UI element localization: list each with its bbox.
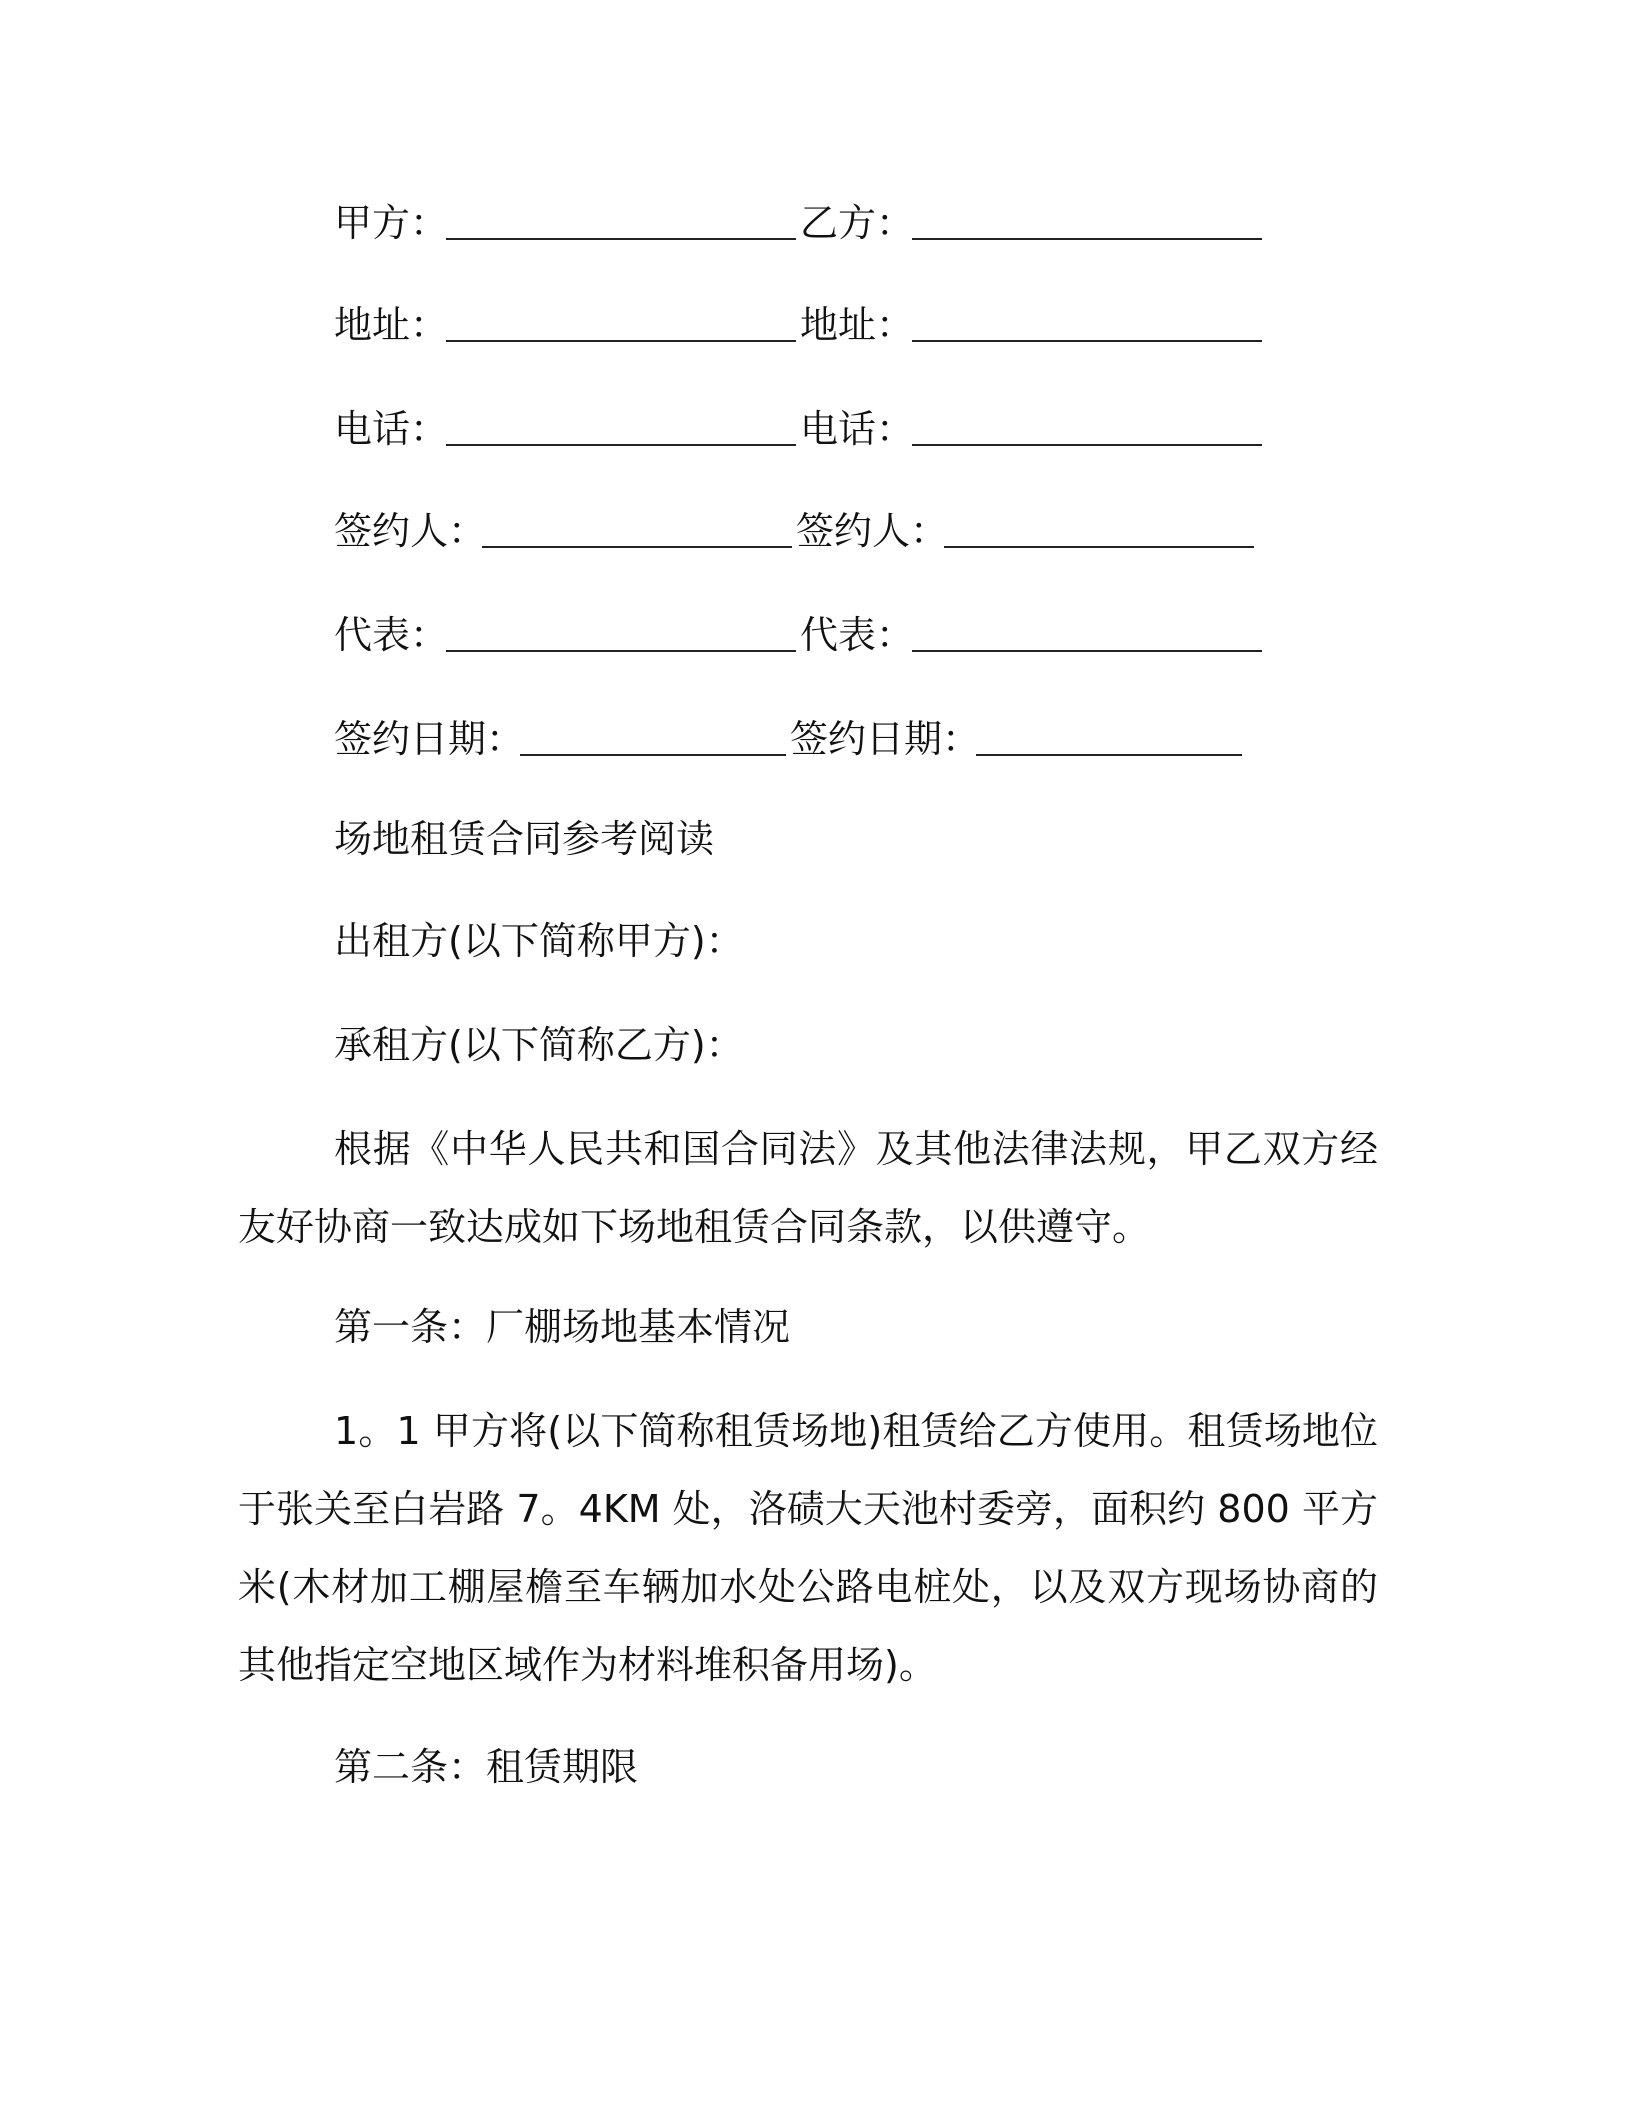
party-a-blank[interactable] [446,238,796,240]
party-a-signatory-label: 签约人： [334,509,487,553]
address-row [334,300,1274,350]
party-b-blank[interactable] [912,238,1262,240]
party-a-phone-label: 电话： [334,407,449,451]
party-a-address-label: 地址： [334,303,449,347]
signatory-row [334,506,1274,556]
article-1-heading: 第一条：厂棚场地基本情况 [334,1305,791,1349]
phone-row [334,404,1274,454]
party-a-signing-date-label: 签约日期： [334,717,525,761]
reference-title: 场地租赁合同参考阅读 [334,817,715,861]
party-b-phone-blank[interactable] [912,444,1262,446]
representative-row [334,610,1274,660]
party-b-phone-label: 电话： [800,407,915,451]
party-b-signatory-blank[interactable] [944,546,1254,548]
signing-date-row [334,714,1274,764]
party-a-phone-blank[interactable] [446,444,796,446]
party-a-representative-label: 代表： [334,613,449,657]
party-a-representative-blank[interactable] [446,650,796,652]
party-a-signing-date-blank[interactable] [520,754,786,756]
party-b-representative-blank[interactable] [912,650,1262,652]
party-b-signatory-label: 签约人： [796,509,949,553]
party-b-signing-date-label: 签约日期： [790,717,981,761]
party-a-signatory-blank[interactable] [482,546,792,548]
intro-paragraph: 根据《中华人民共和国合同法》及其他法律法规，甲乙双方经友好协商一致达成如下场地租赁合同条款，以供遵守。 [238,1127,1378,1249]
party-b-label: 乙方： [800,201,915,245]
lessor-line: 出租方(以下简称甲方)： [334,919,744,963]
article-1-paragraph: 1。1 甲方将(以下简称租赁场地)租赁给乙方使用。租赁场地位于张关至白岩路 7。4KM 处，洛碛大天池村委旁，面积约 800 平方米(木材加工棚屋檐至车辆加水处公路电桩处，以及双方现场协商的其他指定空地区域作为材料堆积备用场)。 [238,1409,1378,1687]
party-a-label: 甲方： [334,201,449,245]
party-b-address-blank[interactable] [912,340,1262,342]
party-b-address-label: 地址： [800,303,915,347]
party-a-address-blank[interactable] [446,340,796,342]
party-b-representative-label: 代表： [800,613,915,657]
article-2-heading: 第二条：租赁期限 [334,1745,639,1789]
party-name-row [334,198,1274,248]
party-b-signing-date-blank[interactable] [976,754,1242,756]
lessee-line: 承租方(以下简称乙方)： [334,1023,744,1067]
